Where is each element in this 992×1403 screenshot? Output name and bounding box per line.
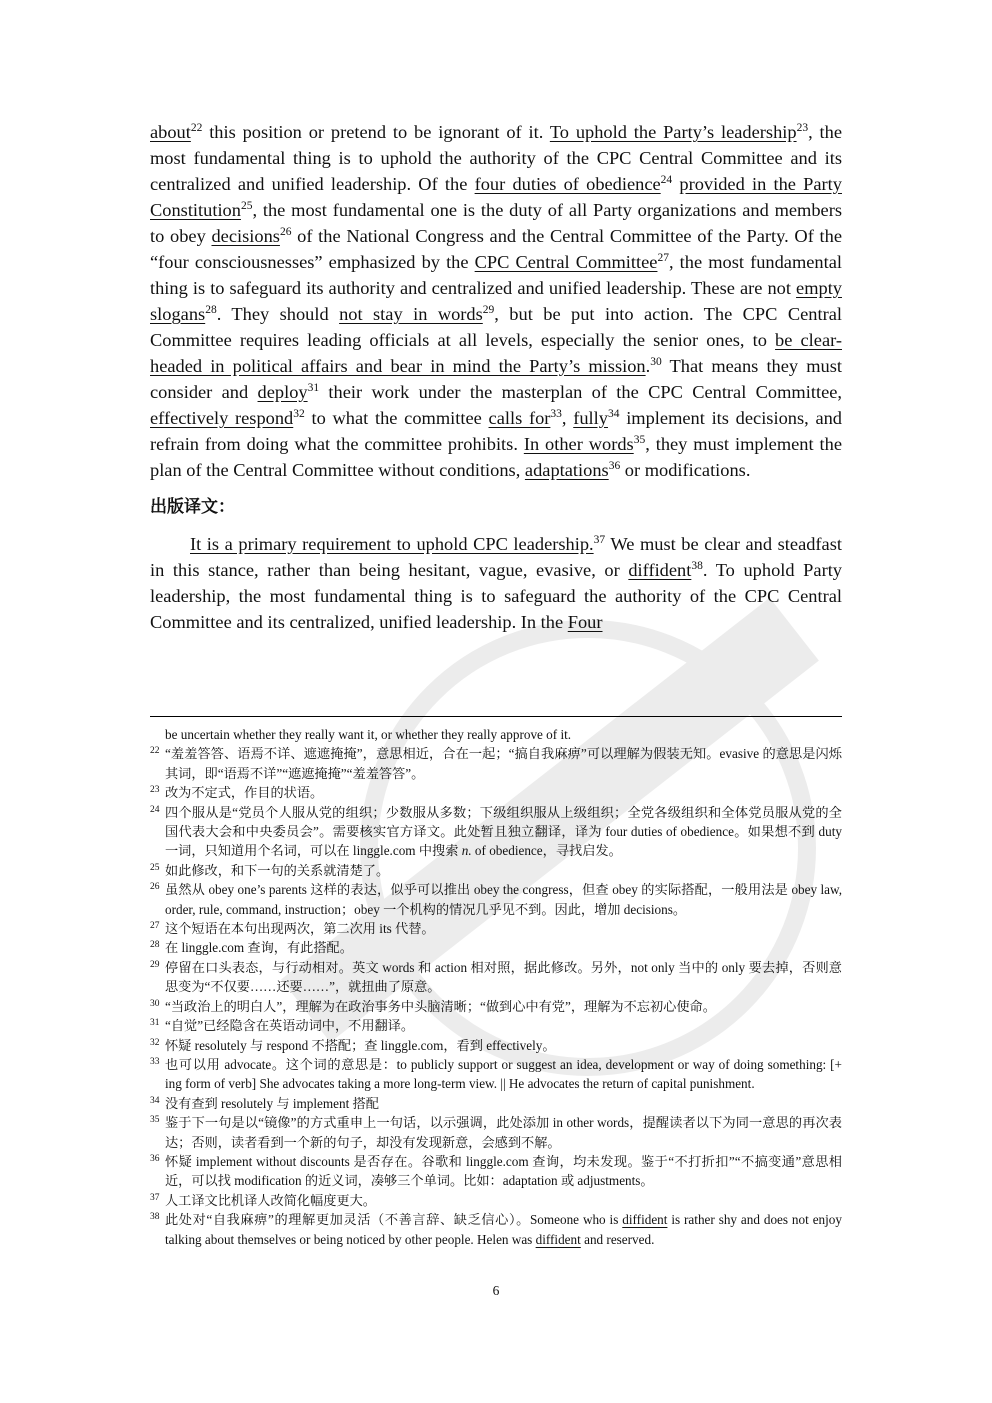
footnote-number: 27 [150, 921, 160, 932]
body-text-run: of the National Congress and the Central Committee of the Party. Of the “four consciousnesses” emphasized by the [150, 226, 843, 272]
underlined-phrase: In other words [523, 434, 634, 454]
section-heading: 出版译文： [150, 497, 235, 517]
footnote-35 [150, 1113, 842, 1152]
underlined-phrase: adaptations [524, 460, 609, 480]
footnote-ref-38[interactable]: 38 [691, 560, 703, 572]
underlined-phrase: about [150, 122, 191, 142]
footnote-number: 23 [150, 785, 160, 796]
underlined-phrase: fully [573, 408, 608, 428]
footnote-26 [150, 880, 842, 919]
body-text-run: or modifications. [620, 460, 751, 480]
footnote-number: 31 [150, 1018, 160, 1029]
body-text-run: . To uphold Party leadership, the most fundamental thing is to safeguard the authority of the CPC Central Committee and its centralized, unified leadership. In the [150, 560, 843, 632]
body-text-run: , [561, 408, 574, 428]
footnote-31 [150, 1016, 842, 1035]
footnote-23 [150, 783, 842, 802]
footnote-text: is rather shy and does not enjoy talking about themselves or being noticed by other people. Helen was [165, 1212, 842, 1247]
underlined-phrase: diffident [622, 1212, 668, 1228]
footnote-34 [150, 1094, 842, 1113]
footnote-ref-35[interactable]: 35 [633, 434, 646, 446]
footnote-number: 33 [150, 1056, 160, 1067]
footnote-number: 32 [150, 1037, 160, 1048]
footnote-ref-28[interactable]: 28 [205, 304, 217, 316]
footnote-ref-26[interactable]: 26 [279, 226, 292, 238]
footnote-number: 30 [150, 998, 160, 1009]
footnote-number: 28 [150, 940, 160, 951]
body-text-run: implement its decisions, and refrain from doing what the committee prohibits. [150, 408, 842, 454]
page-number: 6 [492, 1283, 500, 1298]
footnote-22 [150, 744, 842, 783]
body-text-run: , the most fundamental thing is to safeguard its authority and centralized and unified leadership. These are not [150, 252, 842, 298]
footnote-number: 38 [150, 1212, 160, 1223]
footnote-ref-32[interactable]: 32 [293, 408, 305, 420]
footnote-ref-30[interactable]: 30 [650, 356, 662, 368]
underlined-phrase: deploy [257, 382, 308, 402]
footnote-37 [150, 1191, 842, 1210]
body-text-run: , the most fundamental thing is to uphold the authority of the CPC Central Committee and its centralized and unified leadership. Of the [150, 122, 842, 194]
underlined-phrase: diffident [535, 1231, 581, 1247]
footnote-number: 29 [150, 959, 160, 970]
footnote-ref-25[interactable]: 25 [240, 200, 253, 212]
footnote-text: “自觉”已经隐含在英语动词中，不用翻译。 [165, 1018, 415, 1034]
footnote-text: 如此修改，和下一句的关系就清楚了。 [165, 862, 390, 878]
footnote-ref-27[interactable]: 27 [657, 252, 669, 264]
body-text-run: We must be clear and steadfast in this stance, rather than being hesitant, vague, evasive, or [150, 534, 842, 580]
underlined-phrase: be clear-headed in political affairs and bear in mind the Party’s mission [150, 330, 842, 376]
underlined-phrase: empty slogans [150, 278, 842, 324]
footnote-number: 22 [150, 746, 160, 757]
underlined-phrase: diffident [628, 560, 692, 580]
footnote-number: 36 [150, 1153, 160, 1164]
footnote-italic: n. [461, 843, 472, 859]
footnote-text: 在 linggle.com 查询，有此搭配。 [165, 940, 353, 956]
footnote-separator [150, 716, 842, 717]
footnote-text: 此处对“自我麻痹”的理解更加灵活（不善言辞、缺乏信心）。Someone who is [165, 1212, 623, 1228]
underlined-phrase: calls for [488, 408, 551, 428]
underlined-phrase: Four [567, 612, 603, 632]
footnote-ref-34[interactable]: 34 [607, 408, 620, 420]
footnote-ref-24[interactable]: 24 [660, 174, 673, 186]
footnote-text: 人工译文比机译人改简化幅度更大。 [165, 1192, 376, 1208]
footnote-38 [150, 1210, 842, 1249]
footnote-text: “羞羞答答、语焉不详、遮遮掩掩”，意思相近，合在一起；“搞自我麻痹”可以理解为假装无知。evasive 的意思是闪烁其词，即“语焉不详”“遮遮掩掩”“羞羞答答”。 [165, 746, 842, 781]
footnote-ref-22[interactable]: 22 [190, 122, 203, 134]
footnote-text: 停留在口头表态，与行动相对。英文 words 和 action 相对照，据此修改。另外，not only 当中的 only 要去掉，否则意思变为“不仅要……还要……”，就扭曲了原意。 [165, 959, 842, 995]
underlined-phrase: four duties of obedience [474, 174, 661, 194]
footnote-number: 25 [150, 862, 160, 873]
body-text-run: , they must implement the plan of the Central Committee without conditions, [150, 434, 842, 480]
underlined-phrase: effectively respond [150, 408, 294, 428]
body-text-run: their work under the masterplan of the CPC Central Committee, [319, 382, 842, 402]
footnote-text: 没有查到 resolutely 与 implement 搭配 [165, 1095, 379, 1111]
footnote-ref-37[interactable]: 37 [593, 534, 606, 546]
footnote-text: 虽然从 obey one’s parents 这样的表达，似乎可以推出 obey the congress，但查 obey 的实际搭配，一般用法是 obey law, order, rule, command, instruction；obey 一个机构的情况几乎见不到。因此，增加 decisions。 [165, 882, 842, 917]
footnote-text: 鉴于下一句是以“镜像”的方式重申上一句话，以示强调，此处添加 in other words，提醒读者以下为同一意思的再次表达；否则，读者看到一个新的句子，却没有发现新意，会感到不解。 [165, 1115, 842, 1150]
footnote-text: 也可以用 advocate。这个词的意思是：to publicly support or suggest an idea, development or way of doing something: [+ ing form of verb] She advocates taking a more long-term view. || He advocates the return of capital punishment. [165, 1056, 842, 1092]
footnote-number: 34 [150, 1095, 160, 1106]
published-translation-paragraph [150, 531, 842, 635]
footnote-text: 怀疑 implement without discounts 是否存在。谷歌和 linggle.com 查询，均未发现。鉴于“不打折扣”“不搞变通”意思相近，可以找 modification 的近义词，凑够三个单词。比如：adaptation 或 adjustments。 [165, 1153, 842, 1189]
footnote-text: 这个短语在本句出现两次，第二次用 its 代替。 [165, 921, 435, 937]
main-body [150, 119, 842, 635]
footnote-text: and reserved. [580, 1231, 655, 1247]
footnote-number: 24 [150, 804, 160, 815]
footnotes [150, 725, 842, 1249]
footnote-continuation: be uncertain whether they really want it, or whether they really approve of it. [165, 727, 572, 742]
footnote-36 [150, 1152, 842, 1191]
body-text-run: to what the committee [304, 408, 489, 428]
footnote-text: 四个服从是“党员个人服从党的组织；少数服从多数；下级组织服从上级组织；全党各级组织和全体党员服从党的全国代表大会和中央委员会”。需要核实官方译文。此处暂且独立翻译，译为 four duties of obedience。如果想不到 duty 一词，只知道用个名词，可以在 linggle.com 中搜索 [165, 804, 842, 859]
body-text-run: . They should [216, 304, 340, 324]
underlined-phrase: decisions [211, 226, 280, 246]
body-text-run: this position or pretend to be ignorant of it. [202, 122, 550, 142]
body-text-run: That means they must consider and [150, 356, 842, 402]
revised-translation-paragraph [150, 119, 842, 483]
footnote-text: “当政治上的明白人”，理解为在政治事务中头脑清晰；“做到心中有党”，理解为不忘初心使命。 [165, 998, 716, 1014]
underlined-phrase: provided in the Party Constitution [150, 174, 842, 220]
footnote-ref-31[interactable]: 31 [307, 382, 320, 394]
footnote-number: 37 [150, 1192, 160, 1203]
underlined-phrase: It is a primary requirement to uphold CPC leadership. [190, 534, 594, 554]
footnote-ref-33[interactable]: 33 [550, 408, 562, 420]
underlined-phrase: CPC Central Committee [474, 252, 658, 272]
body-text-run: , but be put into action. The CPC Central Committee requires leading officials at all levels, especially the senior ones, to [150, 304, 842, 350]
footnote-ref-36[interactable]: 36 [608, 460, 621, 472]
footnote-text: 改为不定式，作目的状语。 [165, 785, 324, 801]
footnote-30 [150, 997, 842, 1016]
body-text-run: , the most fundamental one is the duty of all Party organizations and members to obey [150, 200, 842, 246]
underlined-phrase: not stay in words [339, 304, 483, 324]
footnote-28 [150, 938, 842, 957]
footnote-27 [150, 919, 842, 938]
footnote-33 [150, 1055, 842, 1094]
body-text-run: . [645, 356, 651, 376]
footnote-number: 26 [150, 882, 160, 893]
footnote-25 [150, 861, 842, 880]
footnote-ref-29[interactable]: 29 [482, 304, 495, 316]
footnote-24 [150, 803, 842, 861]
footnote-ref-23[interactable]: 23 [796, 122, 809, 134]
footnote-text: 怀疑 resolutely 与 respond 不搭配；查 linggle.com，看到 effectively。 [165, 1037, 556, 1053]
footnote-text: of obedience，寻找启发。 [471, 843, 622, 859]
footnote-number: 35 [150, 1115, 160, 1126]
footnote-29 [150, 958, 842, 997]
footnote-32 [150, 1036, 842, 1055]
underlined-phrase: To uphold the Party’s leadership [549, 122, 797, 142]
